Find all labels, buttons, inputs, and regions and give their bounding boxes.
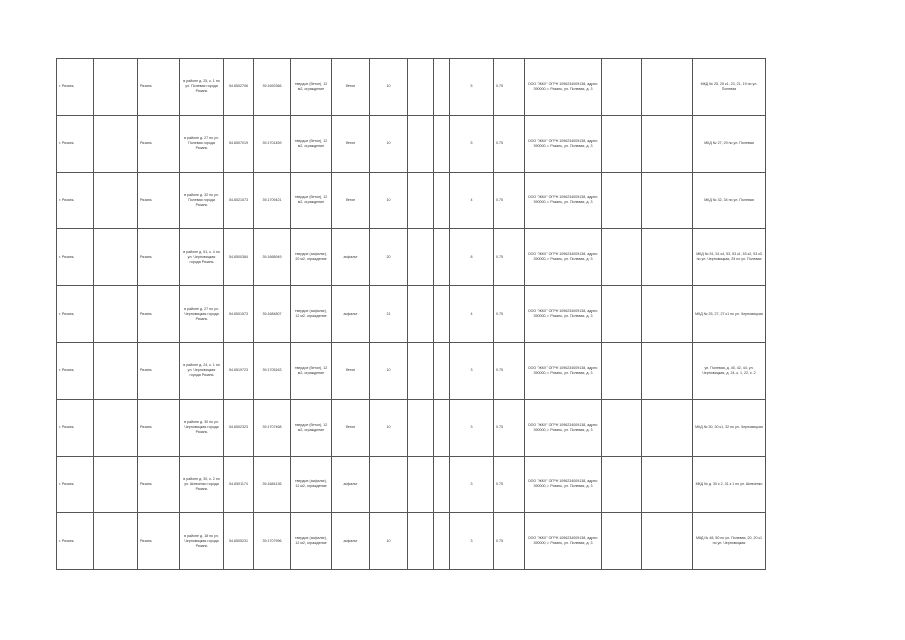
table-row [57,342,766,399]
empty-cell [602,229,642,286]
address-cell: в районе д. 30, к. 2 по ул. Шевченко города Рязань [180,456,224,513]
surface-cell: твердое (бетон), 12 м2, ограждение [291,172,332,229]
area-cell: 10 [370,115,408,172]
longitude-cell: 39.1668949 [254,229,291,286]
latitude-cell: 54.6519723 [224,342,254,399]
city-cell: г. Рязань [57,59,94,116]
city-cell: г. Рязань [57,229,94,286]
region-cell: Рязань [138,172,180,229]
table-row [57,59,766,116]
city-cell: г. Рязань [57,172,94,229]
owner-cell: ООО "ЖКХ" ОГРН 1096234009138, адрес: 390000, г. Рязань, ул. Полевая, д. 3 [525,286,602,343]
material-cell: асфальт [332,456,370,513]
longitude-cell: 39.1707996 [254,513,291,570]
area-cell: 10 [370,172,408,229]
volume-cell: 0.75 [494,513,525,570]
waste-sources-cell: МКД № 25, 25 к1, 23, 21, 19 по ул. Полевая [693,59,766,116]
address-cell: в районе д. 30 по ул. Черновицкая города Рязань [180,399,224,456]
city-cell: г. Рязань [57,513,94,570]
empty-cell [434,399,450,456]
empty-cell [94,342,138,399]
empty-cell [94,229,138,286]
surface-cell: твердое (асфальт), 12 м2, ограждение [291,513,332,570]
container-count-cell: 4 [450,172,494,229]
region-cell: Рязань [138,286,180,343]
empty-cell [602,399,642,456]
empty-cell [408,286,434,343]
waste-sources-cell: МКД № 51, 51 к4, 53, 53 к1, 53 к2, 53 к3 по ул. Черновицкая, 25 по ул. Полевая [693,229,766,286]
empty-cell [94,456,138,513]
longitude-cell: 39.1709421 [254,172,291,229]
volume-cell: 0.75 [494,229,525,286]
empty-cell [408,115,434,172]
material-cell: асфальт [332,513,370,570]
empty-cell [408,172,434,229]
area-cell: 10 [370,342,408,399]
container-count-cell: 3 [450,456,494,513]
area-cell: 10 [370,59,408,116]
container-count-cell: 8 [450,229,494,286]
empty-cell [408,513,434,570]
volume-cell: 0.75 [494,172,525,229]
city-cell: г. Рязань [57,456,94,513]
region-cell: Рязань [138,229,180,286]
material-cell: бетон [332,115,370,172]
container-count-cell: 4 [450,286,494,343]
address-cell: в районе д. 25, к. 1 по ул. Полевая города Рязань [180,59,224,116]
empty-cell [94,115,138,172]
city-cell: г. Рязань [57,286,94,343]
address-cell: в районе д. 51, к. 4 по ул. Черновицкая города Рязань [180,229,224,286]
city-cell: г. Рязань [57,115,94,172]
latitude-cell: 54.6502323 [224,399,254,456]
empty-cell [642,59,693,116]
longitude-cell: 39.1684136 [254,456,291,513]
owner-cell: ООО "ЖКХ" ОГРН 1096234009138, адрес: 390000, г. Рязань, ул. Полевая, д. 3 [525,399,602,456]
material-cell: бетон [332,399,370,456]
empty-cell [94,172,138,229]
container-count-cell: 3 [450,342,494,399]
empty-cell [408,399,434,456]
empty-cell [434,513,450,570]
empty-cell [434,342,450,399]
empty-cell [408,342,434,399]
surface-cell: твердое (бетон), 12 м2, ограждение [291,115,332,172]
volume-cell: 0.75 [494,456,525,513]
longitude-cell: 39.1692366 [254,59,291,116]
surface-cell: твердое (бетон), 12 м2, ограждение [291,342,332,399]
empty-cell [642,513,693,570]
owner-cell: ООО "ЖКХ" ОГРН 1096234009138, адрес: 390000, г. Рязань, ул. Полевая, д. 3 [525,513,602,570]
region-cell: Рязань [138,342,180,399]
empty-cell [642,456,693,513]
table-row [57,286,766,343]
material-cell: асфальт [332,229,370,286]
city-cell: г. Рязань [57,399,94,456]
material-cell: бетон [332,59,370,116]
owner-cell: ООО "ЖКХ" ОГРН 1096234009138, адрес: 390000, г. Рязань, ул. Полевая, д. 3 [525,342,602,399]
owner-cell: ООО "ЖКХ" ОГРН 1096234009138, адрес: 390000, г. Рязань, ул. Полевая, д. 3 [525,229,602,286]
address-cell: в районе д. 32 по ул. Полевая города Рязань [180,172,224,229]
empty-cell [602,172,642,229]
surface-cell: твердое (асфальт), 12 м2, ограждение [291,456,332,513]
surface-cell: твердое (бетон), 12 м2, ограждение [291,59,332,116]
address-cell: в районе д. 27 по ул. Черновицкая города Рязань [180,286,224,343]
area-cell: 10 [370,513,408,570]
empty-cell [602,342,642,399]
longitude-cell: 39.1684807 [254,286,291,343]
address-cell: в районе д. 18 по ул. Черновицкая города Рязань [180,513,224,570]
container-count-cell: 3 [450,399,494,456]
empty-cell [602,115,642,172]
surface-cell: твердое (асфальт), 20 м2, ограждение [291,229,332,286]
empty-cell [434,59,450,116]
empty-cell [434,172,450,229]
container-count-cell: 3 [450,513,494,570]
empty-cell [602,513,642,570]
empty-cell [642,115,693,172]
volume-cell: 0.75 [494,115,525,172]
table-row [57,115,766,172]
container-count-cell: 5 [450,115,494,172]
region-cell: Рязань [138,399,180,456]
material-cell: бетон [332,172,370,229]
empty-cell [94,59,138,116]
empty-cell [434,286,450,343]
volume-cell: 0.75 [494,286,525,343]
city-cell: г. Рязань [57,342,94,399]
owner-cell: ООО "ЖКХ" ОГРН 1096234009138, адрес: 390000, г. Рязань, ул. Полевая, д. 3 [525,456,602,513]
empty-cell [602,286,642,343]
empty-cell [602,59,642,116]
volume-cell: 0.75 [494,342,525,399]
latitude-cell: 54.6501174 [224,456,254,513]
waste-sources-cell: МКД № д. 30 к 2, 31 к 1 по ул. Шевченко [693,456,766,513]
waste-sources-cell: МКД № 25, 27, 27 к1 по ул. Черновицкая [693,286,766,343]
table-row [57,456,766,513]
region-cell: Рязань [138,513,180,570]
empty-cell [642,286,693,343]
area-cell: 21 [370,286,408,343]
latitude-cell: 54.6502706 [224,59,254,116]
table-row [57,513,766,570]
region-cell: Рязань [138,456,180,513]
surface-cell: твердое (асфальт), 12 м2, ограждение [291,286,332,343]
region-cell: Рязань [138,115,180,172]
owner-cell: ООО "ЖКХ" ОГРН 1096234009138, адрес: 390000, г. Рязань, ул. Полевая, д. 3 [525,59,602,116]
container-count-cell: 5 [450,59,494,116]
volume-cell: 0.75 [494,399,525,456]
latitude-cell: 54.6501573 [224,286,254,343]
address-cell: в районе д. 24, к. 1 по ул. Черновицкая города Рязань [180,342,224,399]
owner-cell: ООО "ЖКХ" ОГРН 1096234009138, адрес: 390000, г. Рязань, ул. Полевая, д. 3 [525,172,602,229]
waste-sources-cell: МКД № 27, 29 по ул. Полевая [693,115,766,172]
empty-cell [642,342,693,399]
longitude-cell: 39.1705163 [254,342,291,399]
empty-cell [642,172,693,229]
empty-cell [94,286,138,343]
empty-cell [94,513,138,570]
area-cell: 20 [370,229,408,286]
longitude-cell: 39.1701459 [254,115,291,172]
region-cell: Рязань [138,59,180,116]
waste-sources-cell: ул. Полевая, д. 40, 42, 44, ул. Черновицкая, д. 24, к. 1, 22, к. 2 [693,342,766,399]
empty-cell [602,456,642,513]
material-cell: бетон [332,342,370,399]
empty-cell [94,399,138,456]
longitude-cell: 39.1707468 [254,399,291,456]
empty-cell [408,456,434,513]
table-row [57,172,766,229]
table-row [57,399,766,456]
surface-cell: твердое (бетон), 12 м2, ограждение [291,399,332,456]
table-row [57,229,766,286]
volume-cell: 0.75 [494,59,525,116]
owner-cell: ООО "ЖКХ" ОГРН 1096234009138, адрес: 390000, г. Рязань, ул. Полевая, д. 3 [525,115,602,172]
empty-cell [434,115,450,172]
registry-table [56,58,766,570]
waste-sources-cell: МКД № 48, 50 по ул. Полевая, 20, 20 к1 по ул. Черновицкая [693,513,766,570]
area-cell: 10 [370,399,408,456]
latitude-cell: 54.6505231 [224,513,254,570]
empty-cell [434,456,450,513]
latitude-cell: 54.6500384 [224,229,254,286]
empty-cell [434,229,450,286]
registry-table-body [57,59,766,570]
empty-cell [642,229,693,286]
address-cell: в районе д. 27 по ул. Полевая города Рязань [180,115,224,172]
area-cell [370,456,408,513]
empty-cell [408,229,434,286]
empty-cell [408,59,434,116]
latitude-cell: 54.6507019 [224,115,254,172]
waste-sources-cell: МКД № 32, 34 по ул. Полевая [693,172,766,229]
material-cell: асфальт [332,286,370,343]
latitude-cell: 54.6521073 [224,172,254,229]
empty-cell [642,399,693,456]
waste-sources-cell: МКД № 30, 30 к1, 32 по ул. Черновицкая [693,399,766,456]
